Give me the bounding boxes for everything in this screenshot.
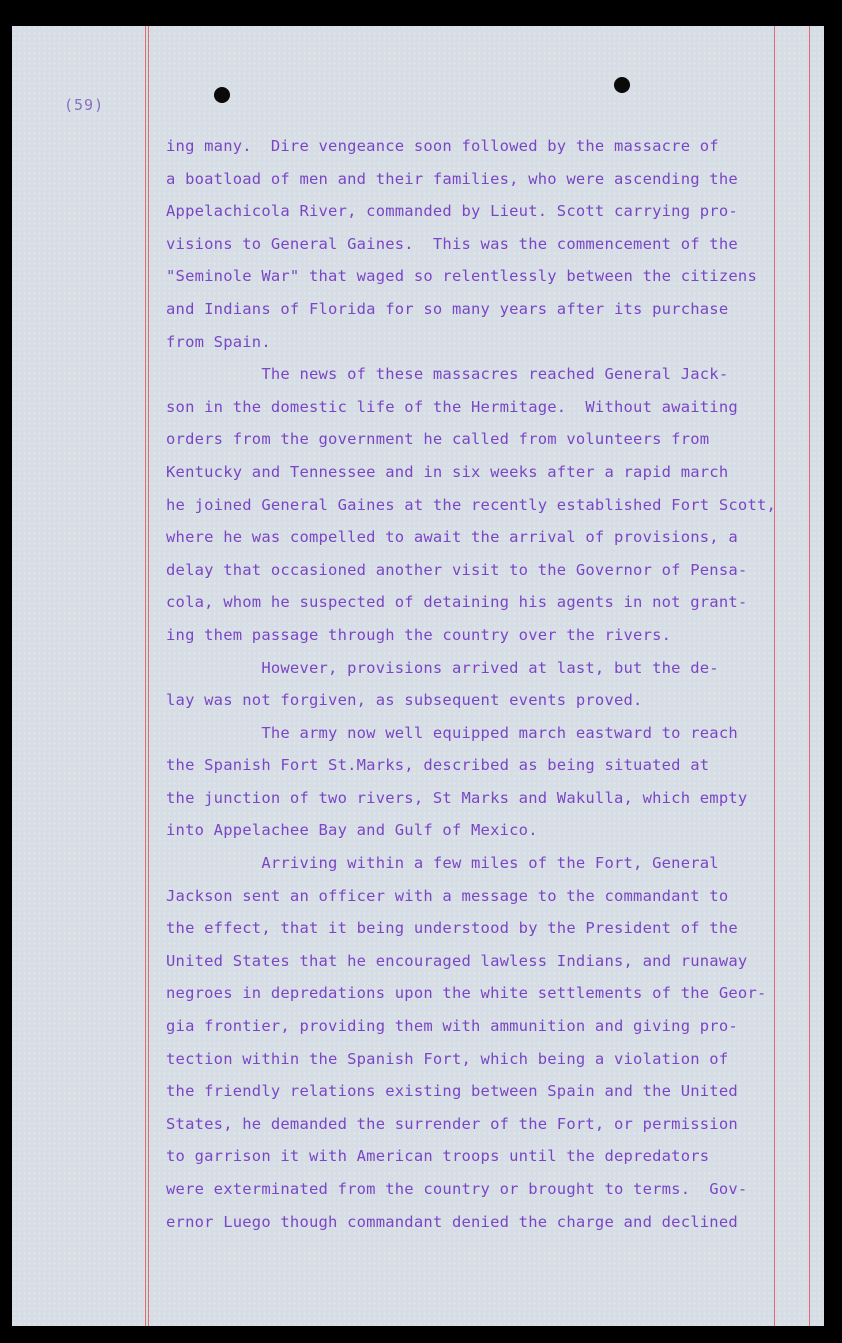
text-line: were exterminated from the country or brought to terms. Gov- [166, 1180, 748, 1198]
text-line: The news of these massacres reached General Jack- [166, 365, 729, 384]
text-line: ing many. Dire vengeance soon followed by the massacre of [166, 137, 719, 155]
text-line: "Seminole War" that waged so relentlessly between the citizens [166, 267, 757, 286]
text-line: orders from the government he called from volunteers from [166, 430, 710, 449]
margin-rule-left-1 [145, 26, 146, 1326]
text-line: to garrison it with American troops until the depredators [166, 1147, 710, 1166]
text-line: Kentucky and Tennessee and in six weeks after a rapid march [166, 462, 729, 481]
text-line: United States that he encouraged lawless Indians, and runaway [166, 951, 748, 970]
text-line: a boatload of men and their families, who were ascending the [166, 169, 738, 188]
punch-hole-left [214, 87, 230, 103]
page-body [166, 130, 806, 1238]
text-line: ing them passage through the country over the rivers. [166, 625, 672, 644]
text-line: ernor Luego though commandant denied the charge and declined [166, 1212, 738, 1231]
text-line: where he was compelled to await the arrival of provisions, a [166, 528, 738, 547]
text-line: The army now well equipped march eastward to reach [166, 723, 738, 742]
text-line: son in the domestic life of the Hermitage. Without awaiting [166, 397, 738, 416]
text-line: delay that occasioned another visit to the Governor of Pensa- [166, 560, 748, 579]
text-line: tection within the Spanish Fort, which being a violation of [166, 1049, 729, 1068]
text-line: lay was not forgiven, as subsequent events proved. [166, 691, 643, 710]
page-number: (59) [64, 96, 105, 114]
text-line: the junction of two rivers, St Marks and Wakulla, which empty [166, 788, 748, 807]
margin-rule-edge [809, 26, 810, 1326]
text-line: States, he demanded the surrender of the Fort, or permission [166, 1114, 738, 1133]
text-line: the Spanish Fort St.Marks, described as being situated at [166, 756, 710, 775]
text-line: into Appelachee Bay and Gulf of Mexico. [166, 821, 538, 840]
text-line: the effect, that it being understood by the President of the [166, 919, 738, 938]
text-line: negroes in depredations upon the white settlements of the Geor- [166, 984, 767, 1003]
text-line: However, provisions arrived at last, but the de- [166, 658, 719, 677]
text-line: Jackson sent an officer with a message to the commandant to [166, 886, 729, 905]
text-line: and Indians of Florida for so many years after its purchase [166, 299, 729, 318]
text-line: gia frontier, providing them with ammunition and giving pro- [166, 1017, 738, 1036]
margin-rule-left-2 [148, 26, 149, 1326]
text-line: cola, whom he suspected of detaining his agents in not grant- [166, 593, 748, 612]
text-line: visions to General Gaines. This was the commencement of the [166, 234, 738, 253]
text-line: Appelachicola River, commanded by Lieut. Scott carrying pro- [166, 202, 738, 221]
text-line: from Spain. [166, 332, 271, 351]
text-line: the friendly relations existing between Spain and the United [166, 1082, 738, 1101]
text-line: Arriving within a few miles of the Fort, General [166, 854, 719, 873]
text-line: he joined General Gaines at the recently established Fort Scott, [166, 495, 777, 514]
punch-hole-right [614, 77, 630, 93]
